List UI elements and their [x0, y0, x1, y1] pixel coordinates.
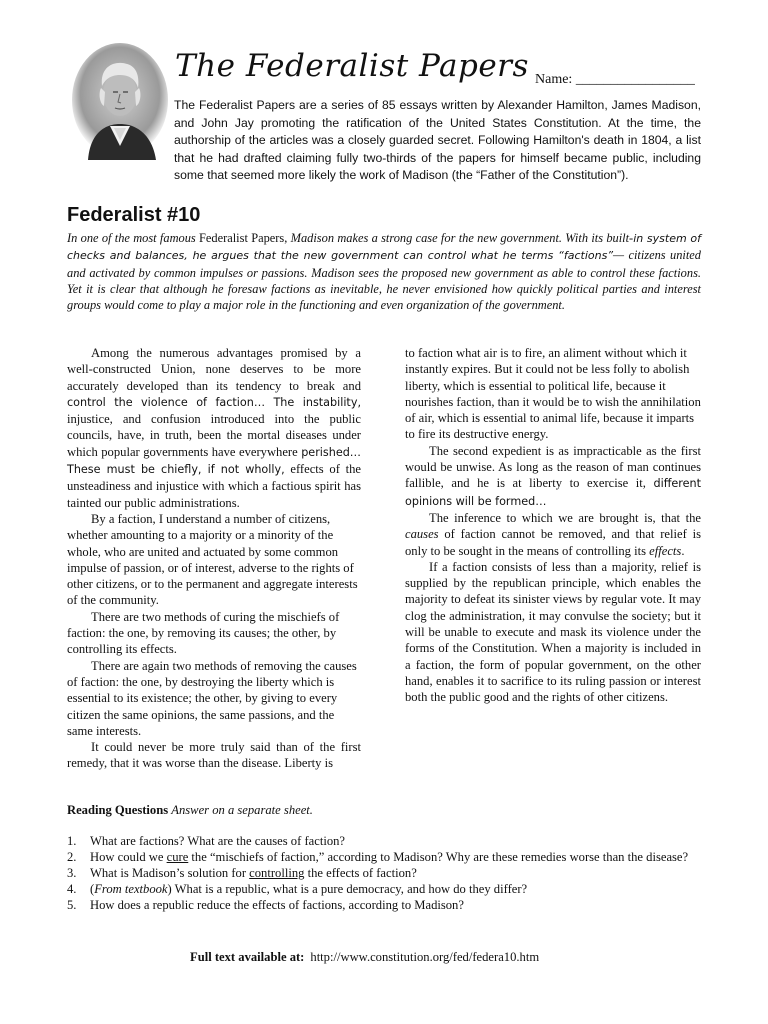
- question-text-italic: From textbook: [94, 881, 168, 896]
- essay-paragraph: If a faction consists of less than a majority, relief is supplied by the republican principle, which enables the majority to defeat its sinister views by regular vote. It may clog the administration, it may convulse the society; but it will be unable to execute and mask its violence under the forms of the Constitution. When a majority is included in a faction, the form of popular government, on the other hand, enables it to sacrifice to its ruling passion or interest both the public good and the rights of other citizens.: [405, 559, 701, 705]
- footer: [190, 950, 539, 965]
- essay-text-emphasis: control the violence of faction… The instability,: [67, 395, 361, 409]
- question-item: [67, 882, 703, 898]
- essay-paragraph: [67, 345, 361, 511]
- essay-paragraph: [405, 510, 701, 559]
- essay-text: effects of the unsteadiness and injustice with which a factious spirit has tainted our public administrations.: [67, 462, 361, 510]
- full-text-link[interactable]: http://www.constitution.org/fed/federa10.htm: [310, 950, 540, 964]
- page-title: The Federalist Papers: [175, 48, 529, 84]
- essay-text: .: [681, 543, 685, 558]
- question-list: [67, 834, 703, 914]
- question-text: How does a republic reduce the effects of factions, according to Madison?: [90, 897, 464, 912]
- question-item: [67, 834, 703, 850]
- question-number: 3.: [67, 865, 77, 880]
- name-field-label: Name: _________________: [535, 72, 695, 87]
- question-text: What is Madison’s solution for: [90, 865, 250, 880]
- question-item: [67, 850, 703, 866]
- essay-text: of faction cannot be removed, and that relief is only to be sought in the means of controlling its: [405, 527, 701, 558]
- essay-text: Among the numerous advantages promised by a well-constructed Union, none deserves to be more accurately developed than its tendency to break and: [67, 346, 361, 393]
- question-text: (: [90, 881, 95, 896]
- essay-text: injustice, and confusion introduced into the public councils, have, in truth, been the mortal diseases under which popular governments have everywhere: [67, 412, 361, 459]
- section-heading: Federalist #10: [67, 204, 201, 226]
- essay-column-right: [405, 345, 701, 706]
- essay-paragraph: [405, 443, 701, 510]
- question-text: What are factions? What are the causes of faction?: [90, 834, 346, 848]
- essay-paragraph: to faction what air is to fire, an aliment without which it instantly expires. But it could not be less folly to abolish liberty, which is essential to political life, because it nourishes faction, than it would be to wish the annihilation of air, which is essential to animal life, because it imparts to fire its destructive energy.: [405, 346, 701, 442]
- question-text: the effects of faction?: [304, 865, 417, 880]
- question-number: 5.: [67, 897, 77, 912]
- essay-column-left: [67, 345, 361, 772]
- reading-questions-note: Answer on a separate sheet.: [171, 803, 313, 817]
- lede-publication-name: Federalist Papers,: [199, 231, 291, 245]
- question-item: [67, 866, 703, 882]
- essay-text: The inference to which we are brought is, that the: [429, 510, 701, 525]
- essay-text: The second expedient is as impracticable as the first would be unwise. As long as the reason of man continues fallible, and he is at liberty to exercise it,: [405, 443, 701, 491]
- lede-text-3: in system of checks and balances, he argues that the new government can control what he terms “factions”: [67, 232, 701, 263]
- intro-text: The Federalist Papers are a series of 85 essays written by Alexander Hamilton, James Madison, and John Jay promoting the ratification of the United States Constitution. At the time, the authorship of the articles was a closely guarded secret. Following Hamilton's death in 1804, a list that he had drafted claiming fully two-thirds of the papers for himself became public, including some that seemed more likely the work of Madison (the “Father of the Constitution”).: [174, 98, 701, 183]
- essay-text-emphasis: different opinions will be formed…: [405, 477, 701, 508]
- question-text: ) What is a republic, what is a pure democracy, and how do they differ?: [167, 881, 528, 896]
- question-item: [67, 898, 703, 914]
- question-text-underlined: cure: [166, 849, 189, 864]
- lede-text-4: — citizens united and activated by common impulses or passions. Madison sees the proposed new government as able to control these factions. Yet it is clear that although he foresaw factions as inevitable, he never envisioned how quickly political parties and interest groups would come to play a major role in the functioning and even organization of the government.: [67, 248, 701, 313]
- essay-paragraph: There are two methods of curing the mischiefs of faction: the one, by removing its causes; the other, by controlling its effects.: [67, 609, 340, 657]
- intro-paragraph: [67, 97, 701, 185]
- question-text: the “mischiefs of faction,” according to Madison? Why are these remedies worse than the disease?: [188, 849, 689, 864]
- question-text: How could we: [90, 849, 167, 864]
- footer-label: Full text available at:: [190, 950, 305, 964]
- essay-text-italic: effects: [649, 543, 682, 558]
- essay-paragraph: There are again two methods of removing the causes of faction: the one, by destroying the liberty which is essential to its existence; the other, by giving to every citizen the same opinions, the same passions, and the same interests.: [67, 658, 357, 738]
- question-number: 2.: [67, 849, 77, 864]
- lede-text-2: Madison makes a strong case for the new government. With its built-: [290, 231, 634, 245]
- essay-text-emphasis: perished… These must be chiefly, if not wholly,: [67, 445, 361, 477]
- reading-questions-heading: [67, 803, 313, 818]
- question-number: 4.: [67, 881, 77, 896]
- essay-text-italic: causes: [405, 527, 439, 542]
- question-number: 1.: [67, 834, 77, 848]
- section-lede: [67, 230, 701, 313]
- reading-questions-title: Reading Questions: [67, 803, 169, 817]
- essay-paragraph: By a faction, I understand a number of citizens, whether amounting to a majority or a minority of the whole, who are united and actuated by some common impulse of passion, or of interest, adverse to the rights of other citizens, or to the permanent and aggregate interests of the community.: [67, 511, 358, 608]
- lede-text-1: In one of the most famous: [67, 231, 200, 245]
- essay-paragraph: It could never be more truly said than of the first remedy, that it was worse than the disease. Liberty is: [67, 740, 361, 771]
- question-text-underlined: controlling: [249, 865, 305, 880]
